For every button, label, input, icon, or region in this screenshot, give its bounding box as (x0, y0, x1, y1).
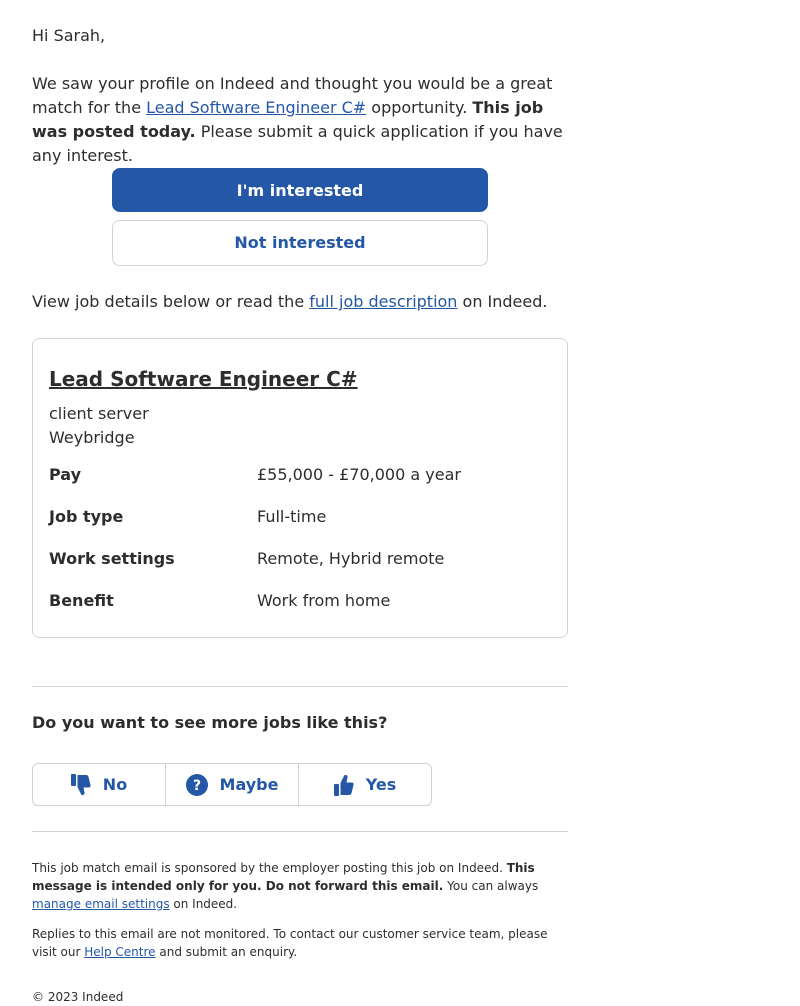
detail-label: Pay (49, 465, 82, 484)
footer-text: on Indeed. (169, 897, 238, 911)
intro-text: opportunity. (366, 98, 473, 117)
company-name: client server (49, 404, 149, 423)
full-job-description-link[interactable]: full job description (309, 292, 458, 311)
feedback-no-button[interactable] (33, 764, 165, 805)
manage-email-settings-link[interactable]: manage email settings (32, 897, 170, 911)
detail-row-job-type (49, 505, 553, 529)
divider (32, 686, 568, 687)
not-interested-button[interactable]: Not interested (112, 220, 488, 266)
detail-label: Work settings (49, 549, 175, 568)
greeting: Hi Sarah, (32, 26, 106, 45)
divider (32, 831, 568, 832)
footer-text: You can always (443, 879, 539, 893)
feedback-yes-button[interactable] (298, 764, 431, 805)
intro-text: Please submit a quick application if you have any interest. (32, 122, 563, 165)
intro-paragraph (32, 72, 568, 168)
feedback-label: Yes (365, 775, 397, 794)
view-details-text: View job details below or read the (32, 292, 310, 311)
thumbs-up-icon (334, 774, 354, 796)
footer-text: and submit an enquiry. (155, 945, 298, 959)
help-centre-link[interactable]: Help Centre (84, 945, 156, 959)
feedback-buttons (32, 763, 432, 806)
job-title-link[interactable]: Lead Software Engineer C# (146, 98, 367, 117)
footer-bold-text: This message is intended only for you. Do not forward this email. (32, 861, 535, 893)
detail-value: Work from home (257, 591, 391, 610)
svg-text:?: ? (192, 777, 201, 794)
job-card (32, 338, 568, 638)
detail-row-benefit (49, 589, 553, 613)
more-jobs-question: Do you want to see more jobs like this? (32, 713, 388, 732)
detail-value: Remote, Hybrid remote (257, 549, 445, 568)
intro-text: We saw your profile on Indeed and thought you would be a great match for the (32, 74, 553, 117)
detail-row-pay (49, 463, 553, 487)
detail-value: Full-time (257, 507, 327, 526)
thumbs-down-icon (71, 774, 91, 796)
view-details-line (32, 290, 547, 314)
im-interested-button[interactable]: I'm interested (112, 168, 488, 212)
detail-value: £55,000 - £70,000 a year (257, 465, 461, 484)
posted-today-text: This job was posted today. (32, 98, 544, 141)
replies-notice (32, 925, 568, 961)
detail-label: Benefit (49, 591, 114, 610)
detail-label: Job type (49, 507, 124, 526)
sponsor-notice (32, 859, 568, 913)
feedback-label: No (102, 775, 128, 794)
job-location: Weybridge (49, 428, 135, 447)
feedback-label: Maybe (219, 775, 279, 794)
feedback-maybe-button[interactable] (165, 764, 298, 805)
view-details-text: on Indeed. (457, 292, 548, 311)
question-circle-icon (186, 774, 208, 796)
footer-text: Replies to this email are not monitored. To contact our customer service team, please visit our (32, 927, 548, 959)
detail-row-work-settings (49, 547, 553, 571)
job-title[interactable]: Lead Software Engineer C# (49, 367, 358, 391)
footer-text: This job match email is sponsored by the employer posting this job on Indeed. (32, 861, 507, 875)
copyright: © 2023 Indeed (32, 990, 124, 1004)
